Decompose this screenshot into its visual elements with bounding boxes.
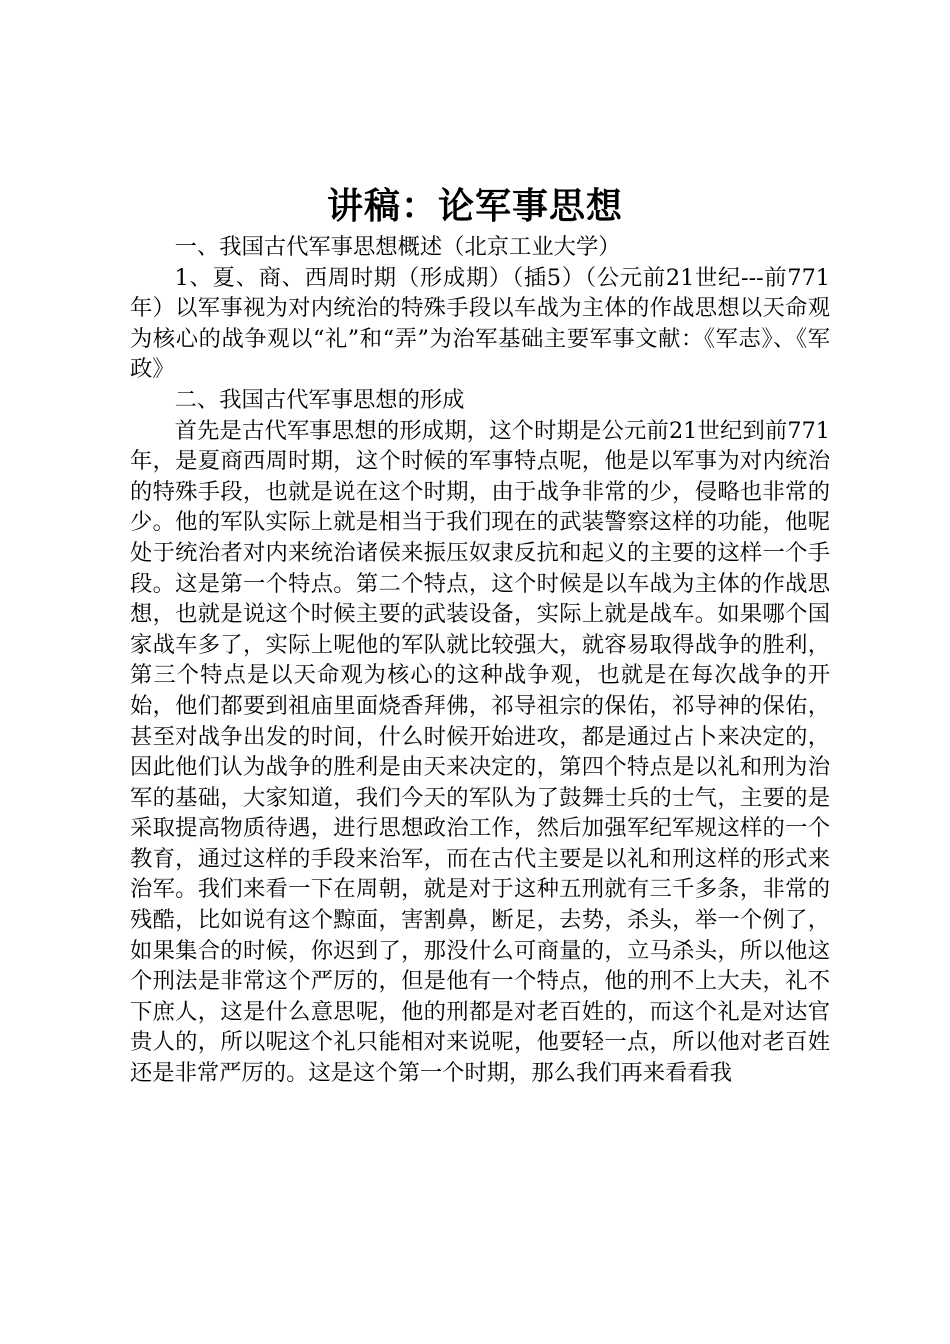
document-title: 讲稿：论军事思想	[326, 185, 623, 227]
paragraph-xia-shang-zhou: 1、夏、商、西周时期（形成期）（插5）（公元前21世纪---前771年）以军事视为对内统治的特殊手段以车战为主体的作战思想以天命观为核心的战争观以“礼”和“弄”为治军基础主要军事文献：《军志》、《军政》	[130, 264, 830, 383]
paragraph-formation-period: 首先是古代军事思想的形成期，这个时期是公元前21世纪到前771年，是夏商西周时期，这个时候的军事特点呢，他是以军事为对内统治的特殊手段，也就是说在这个时期，由于战争非常的少，侵略也非常的少。他的军队实际上就是相当于我们现在的武装警察这样的功能，他呢处于统治者对内来统治诸侯来振压奴隶反抗和起义的主要的这样一个手段。这是第一个特点。第二个特点，这个时候是以车战为主体的作战思想，也就是说这个时候主要的武装设备，实际上就是战车。如果哪个国家战车多了，实际上呢他的军队就比较强大，就容易取得战争的胜利，第三个特点是以天命观为核心的这种战争观，也就是在每次战争的开始，他们都要到祖庙里面烧香拜佛，祁导祖宗的保佑，祁导神的保佑，甚至对战争出发的时间，什么时候开始进攻，都是通过占卜来决定的，因此他们认为战争的胜利是由天来决定的，第四个特点是以礼和刑为治军的基础，大家知道，我们今天的军队为了鼓舞士兵的士气，主要的是采取提高物质待遇，进行思想政治工作，然后加强军纪军规这样的一个教育，通过这样的手段来治军，而在古代主要是以礼和刑这样的形式来治军。我们来看一下在周朝，就是对于这种五刑就有三千多条，非常的残酷，比如说有这个黥面，害割鼻，断足，去势，杀头，举一个例了，如果集合的时候，你迟到了，那没什么可商量的，立马杀头，所以他这个刑法是非常这个严厉的，但是他有一个特点，他的刑不上大夫，礼不下庶人，这是什么意思呢，他的刑都是对老百姓的，而这个礼是对达官贵人的，所以呢这个礼只能相对来说呢，他要轻一点，所以他对老百姓还是非常严厉的。这是这个第一个时期，那么我们再来看看我	[130, 417, 830, 1087]
document-body	[130, 232, 830, 1089]
section-heading-formation: 二、我国古代军事思想的形成	[174, 386, 465, 413]
section-heading-overview: 一、我国古代军事思想概述（北京工业大学）	[174, 234, 621, 260]
